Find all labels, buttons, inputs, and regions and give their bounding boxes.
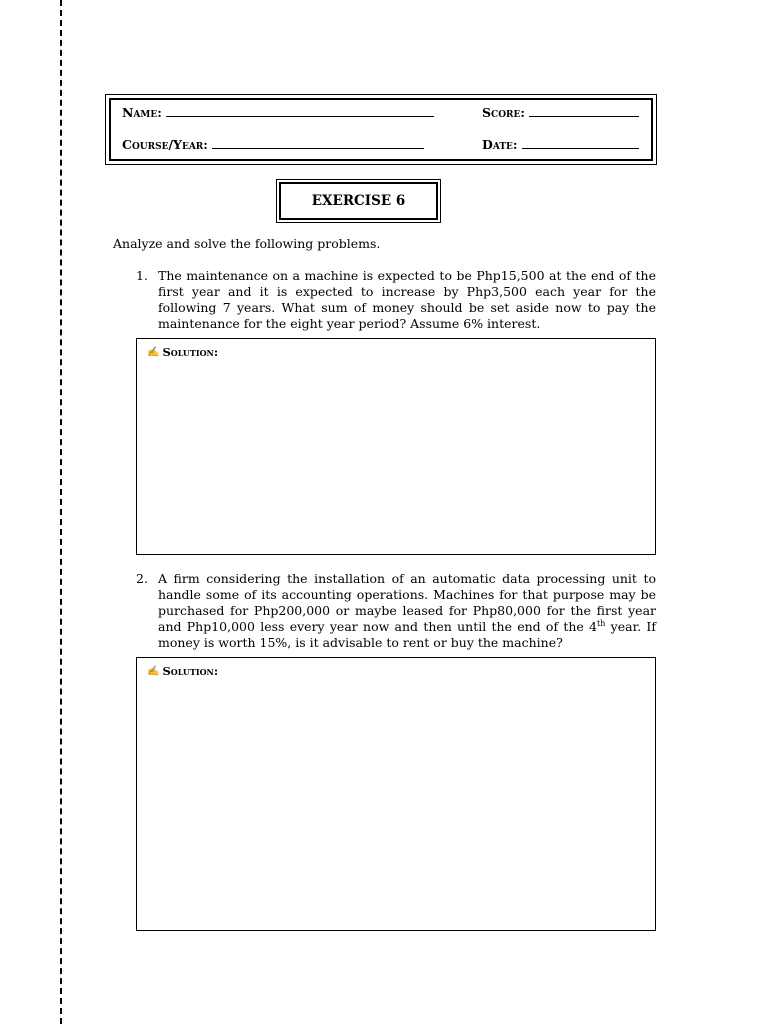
date-field[interactable] xyxy=(482,137,639,152)
score-label: Score: xyxy=(482,105,525,120)
solution-box-1[interactable] xyxy=(136,338,656,555)
problem-2-text-part1: A firm considering the installation of an automatic data processing unit to handle some of its accounting operations. Machines for that purpose may be purchased for Php200,000 or maybe leased for Php80,000 for the first year and Php10,000 less every year now and then until the end of the 4 xyxy=(158,571,656,634)
student-info-inner-border xyxy=(109,98,653,161)
score-field[interactable] xyxy=(482,105,639,120)
problem-2-superscript: th xyxy=(597,618,606,628)
pencil-icon: ✍ xyxy=(147,665,160,677)
solution-label-1 xyxy=(147,345,218,359)
problem-1-number: 1. xyxy=(136,268,148,283)
problem-1-text: The maintenance on a machine is expected to be Php15,500 at the end of the first year and it is expected to increase by Php3,500 each year for the following 7 years. What sum of money should be set aside now to pay the maintenance for the eight year period? Assume 6% interest. xyxy=(158,268,656,331)
problem-2 xyxy=(136,571,656,651)
name-label: Name: xyxy=(122,105,162,120)
solution-label-1-text: Solution: xyxy=(162,345,219,359)
student-info-box xyxy=(105,94,657,165)
dashed-cut-line xyxy=(60,0,62,1024)
exercise-title-box xyxy=(276,179,441,223)
solution-box-2[interactable] xyxy=(136,657,656,931)
score-blank-line[interactable] xyxy=(529,115,639,117)
course-year-field[interactable] xyxy=(122,137,424,152)
pencil-icon: ✍ xyxy=(147,346,160,358)
problem-2-number: 2. xyxy=(136,571,148,586)
problem-2-text-part2: year. If money is worth 15%, is it advisable to rent or buy the machine? xyxy=(158,619,656,650)
problem-1 xyxy=(136,268,656,332)
name-blank-line[interactable] xyxy=(166,115,434,117)
solution-label-2 xyxy=(147,664,218,678)
date-label: Date: xyxy=(482,137,518,152)
solution-label-2-text: Solution: xyxy=(162,664,219,678)
date-blank-line[interactable] xyxy=(522,147,639,149)
course-year-blank-line[interactable] xyxy=(212,147,424,149)
exercise-title: EXERCISE 6 xyxy=(279,182,438,220)
problem-2-text xyxy=(158,571,656,651)
course-year-label: Course/Year: xyxy=(122,137,208,152)
instructions-text: Analyze and solve the following problems. xyxy=(113,236,381,251)
name-field[interactable] xyxy=(122,105,434,120)
